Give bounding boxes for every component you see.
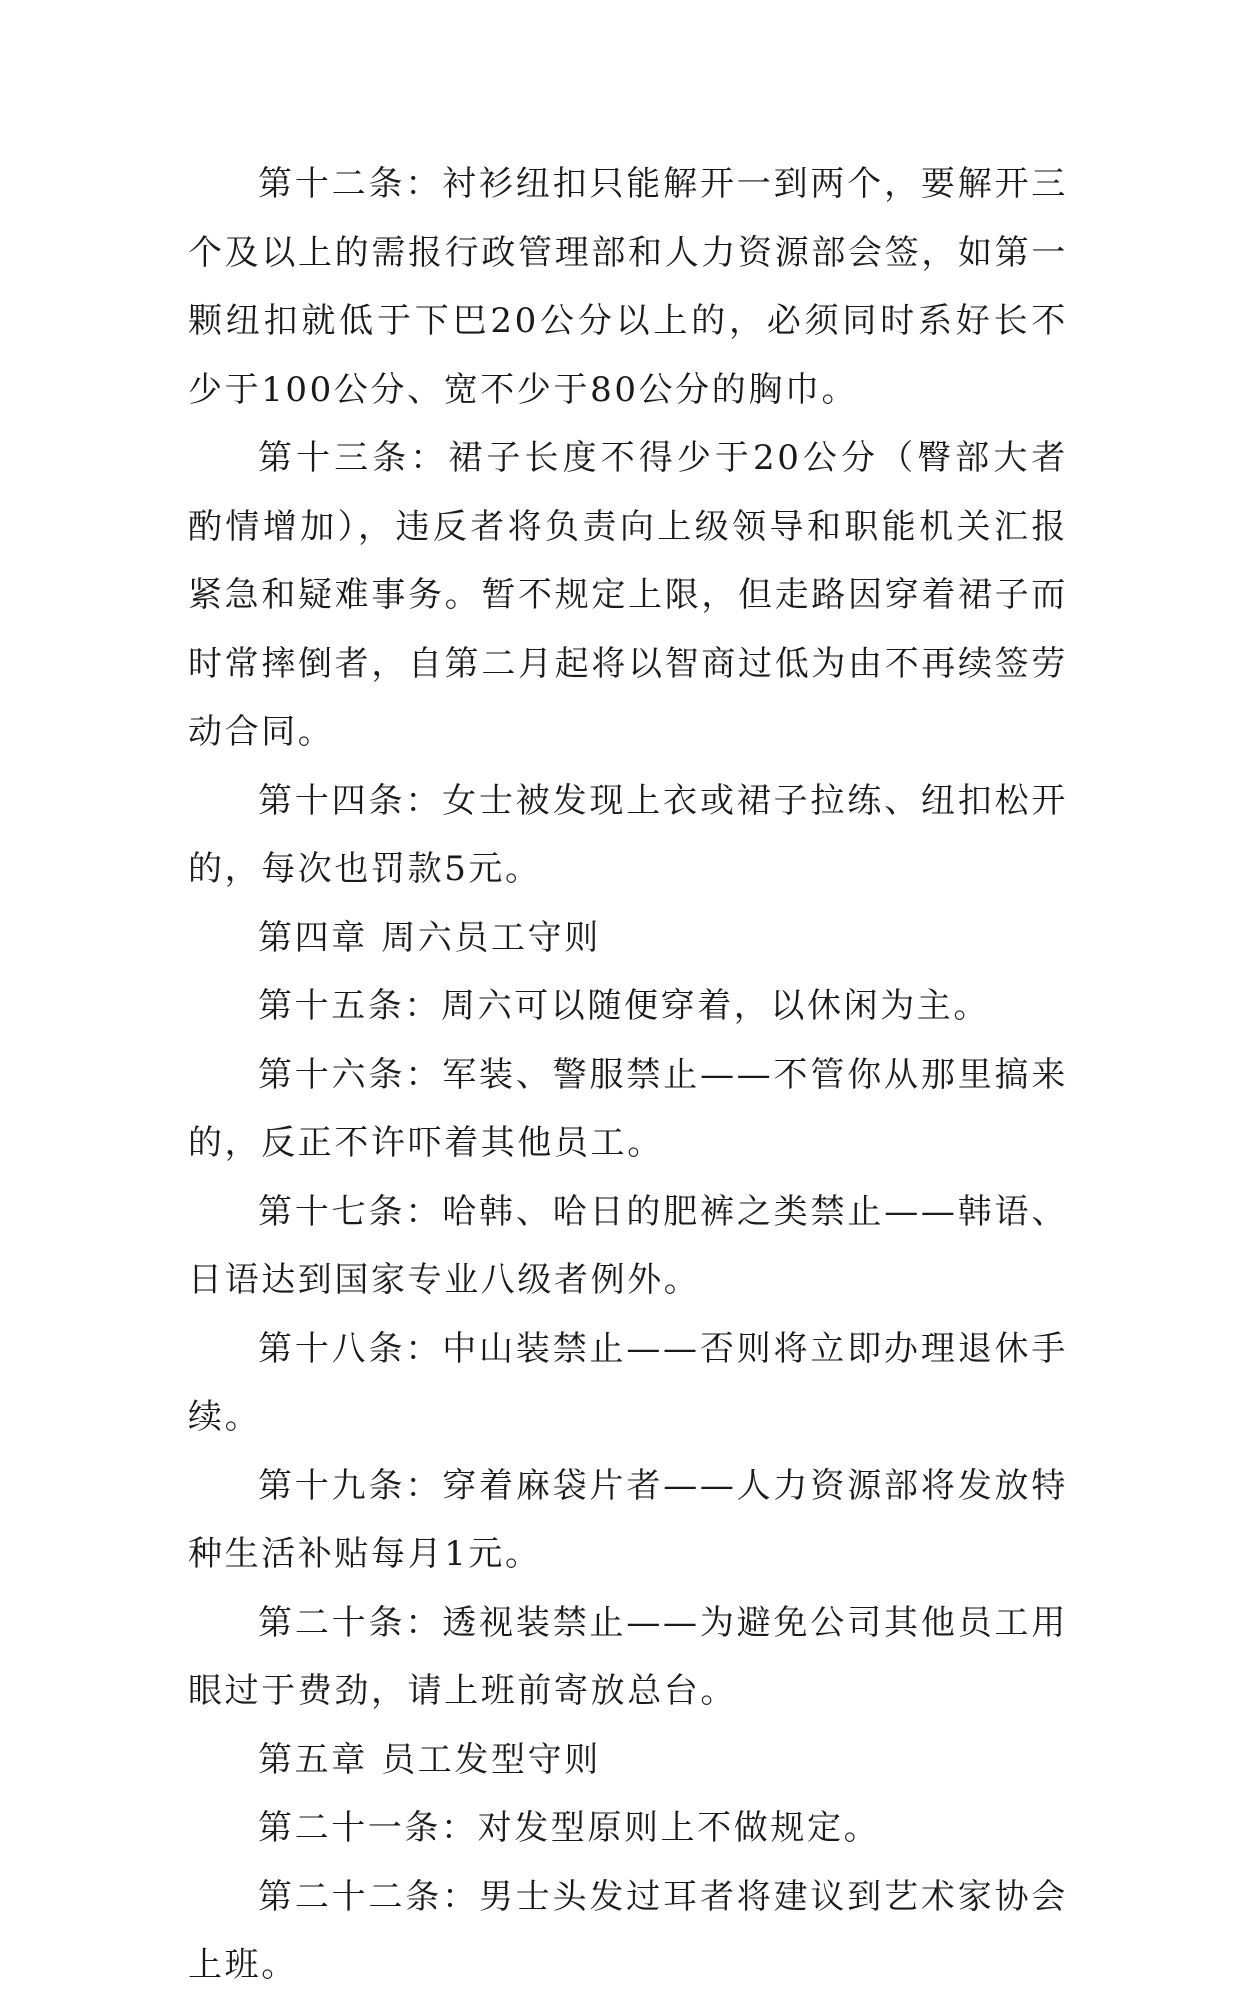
article-19: 第十九条：穿着麻袋片者——人力资源部将发放特种生活补贴每月1元。 xyxy=(188,1465,1068,1574)
article-16: 第十六条：军装、警服禁止——不管你从那里搞来的，反正不许吓着其他员工。 xyxy=(188,1054,1068,1163)
article-13: 第十三条：裙子长度不得少于20公分（臀部大者酌情增加），违反者将负责向上级领导和职能机关汇报紧急和疑难事务。暂不规定上限，但走路因穿着裙子而时常摔倒者，自第二月起将以智商过低为由不再续签劳动合同。 xyxy=(188,438,1068,752)
article-14: 第十四条：女士被发现上衣或裙子拉练、纽扣松开的，每次也罚款5元。 xyxy=(188,780,1068,889)
article-15: 第十五条：周六可以随便穿着，以休闲为主。 xyxy=(258,986,990,1026)
article-22: 第二十二条：男士头发过耳者将建议到艺术家协会上班。 xyxy=(188,1876,1068,1985)
article-21: 第二十一条：对发型原则上不做规定。 xyxy=(258,1808,881,1848)
article-12: 第十二条：衬衫纽扣只能解开一到两个，要解开三个及以上的需报行政管理部和人力资源部会签，如第一颗纽扣就低于下巴20公分以上的，必须同时系好长不少于100公分、宽不少于80公分的胸巾。 xyxy=(188,164,1068,410)
chapter-4-heading: 第四章 周六员工守则 xyxy=(258,917,601,958)
article-18: 第十八条：中山装禁止——否则将立即办理退休手续。 xyxy=(188,1328,1068,1437)
document-body xyxy=(188,150,1068,2000)
article-17: 第十七条：哈韩、哈日的肥裤之类禁止——韩语、日语达到国家专业八级者例外。 xyxy=(188,1191,1068,1300)
chapter-5-heading: 第五章 员工发型守则 xyxy=(258,1739,601,1780)
article-20: 第二十条：透视装禁止——为避免公司其他员工用眼过于费劲，请上班前寄放总台。 xyxy=(188,1602,1068,1711)
